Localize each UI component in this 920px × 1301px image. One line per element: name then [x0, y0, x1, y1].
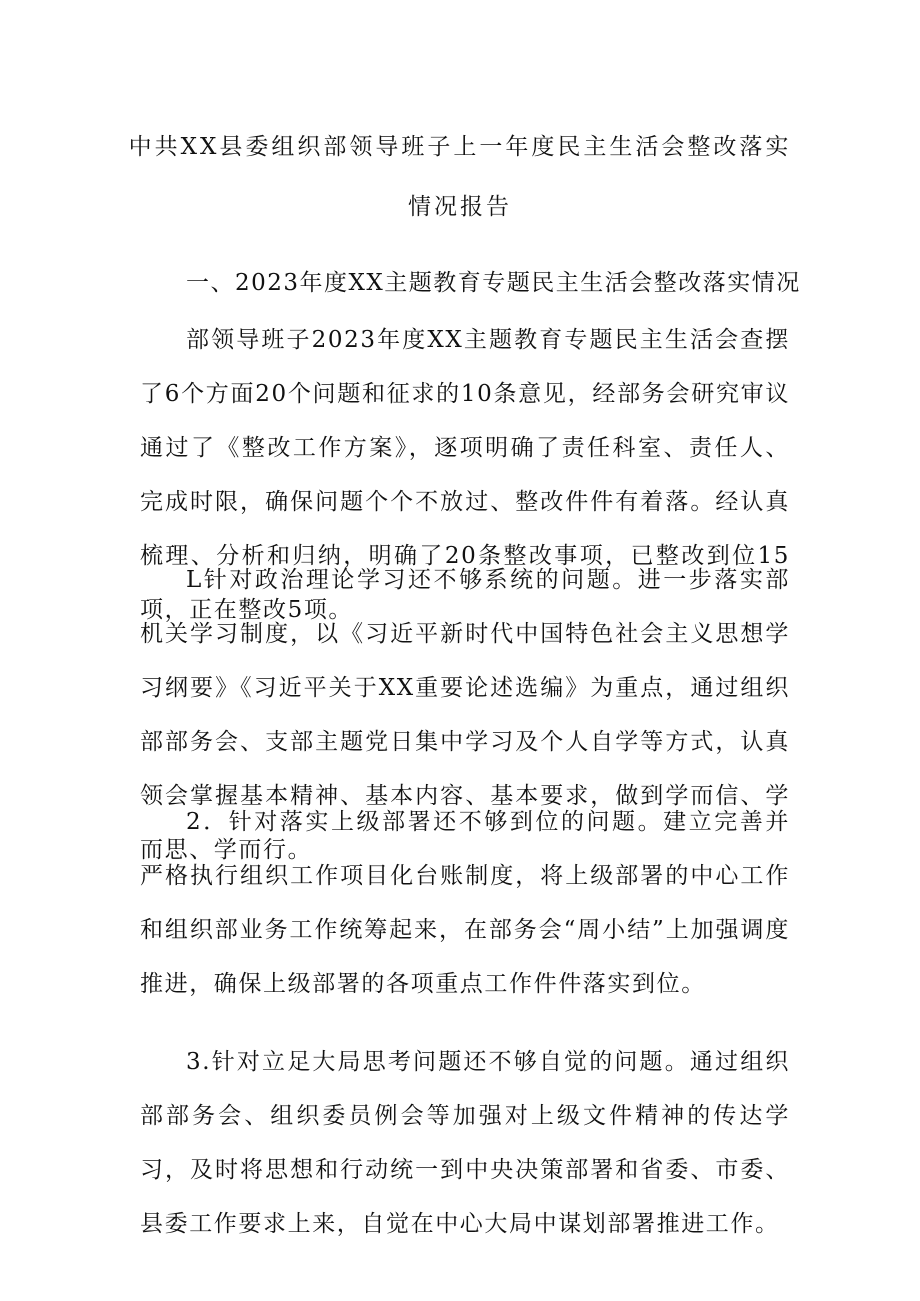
- section-heading: 一、2023年度XX主题教育专题民主生活会整改落实情况: [186, 270, 801, 296]
- document-title-line-2: 情况报告: [408, 194, 512, 220]
- body-paragraph-overview: 部领导班子2023年度XX主题教育专题民主生活会查摆了6个方面20个问题和征求的10条意见，经部务会研究审议通过了《整改工作方案》，逐项明确了责任科室、责任人、完成时限，确保问题个个不放过、整改件件有着落。经认真梳理、分析和归纳，明确了20条整改事项，已整改到位15项，正在整改5项。: [140, 327, 790, 623]
- body-paragraph-item-2: 2．针对落实上级部署还不够到位的问题。建立完善并严格执行组织工作项目化台账制度，将上级部署的中心工作和组织部业务工作统筹起来，在部务会“周小结”上加强调度推进，确保上级部署的各项重点工作件件落实到位。: [140, 809, 790, 997]
- body-paragraph-item-1: L针对政治理论学习还不够系统的问题。进一步落实部机关学习制度，以《习近平新时代中国特色社会主义思想学习纲要》《习近平关于XX重要论述选编》为重点，通过组织部部务会、支部主题党日集中学习及个人自学等方式，认真领会掌握基本精神、基本内容、基本要求，做到学而信、学而思、学而行。: [140, 567, 790, 863]
- document-title-line-1: 中共XX县委组织部领导班子上一年度民主生活会整改落实: [128, 134, 792, 160]
- body-paragraph-item-3: 3.针对立足大局思考问题还不够自觉的问题。通过组织部部务会、组织委员例会等加强对上级文件精神的传达学习，及时将思想和行动统一到中央决策部署和省委、市委、县委工作要求上来，自觉在中心大局中谋划部署推进工作。: [140, 1049, 790, 1237]
